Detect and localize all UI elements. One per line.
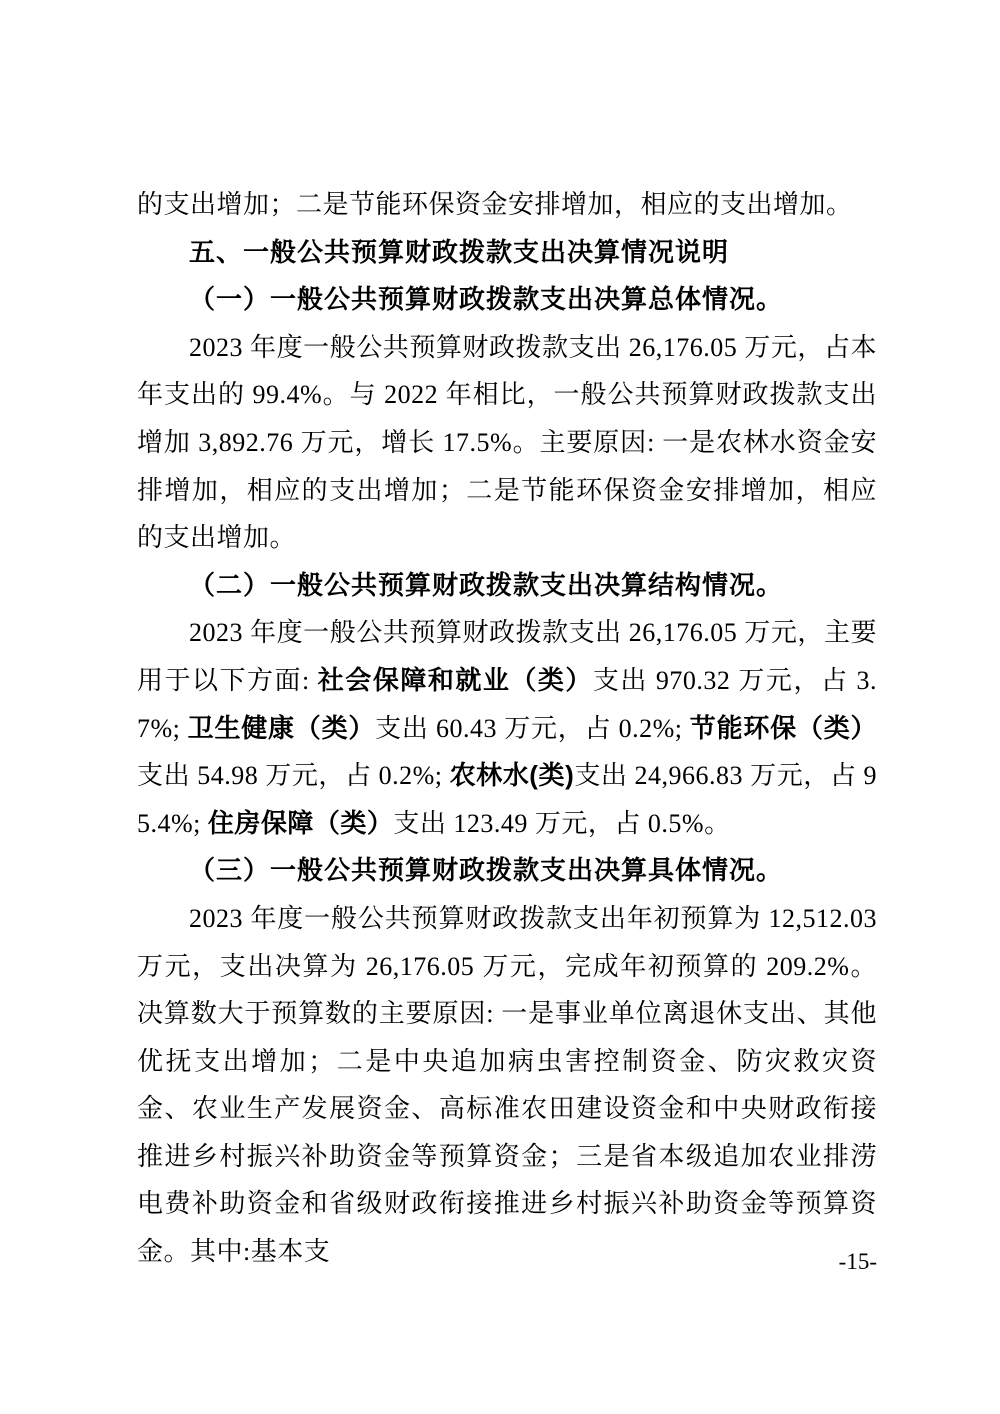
heading-subsection-three — [137, 847, 877, 895]
paragraph-carryover — [137, 181, 877, 229]
paragraph-overall-situation — [137, 324, 877, 562]
body-text-run: 支出 54.98 万元，占 0.2%; — [137, 761, 450, 791]
body-text-run: 支出 60.43 万元，占 0.2%; — [375, 713, 690, 743]
emphasis-text-run: （二）一般公共预算财政拨款支出决算结构情况。 — [189, 569, 784, 600]
body-text-run: 支出 123.49 万元，占 0.5%。 — [393, 808, 731, 838]
page-footer — [137, 1246, 877, 1278]
body-text-run: 2023 年度一般公共预算财政拨款支出年初预算为 12,512.03 万元，支出决算为 26,176.05 万元，完成年初预算的 209.2%。决算数大于预算数的主要原因: 一是事业单位离退休支出、其他优抚支出增加；二是中央追加病虫害控制资金、防灾救灾资金、农业生产发展资金、高标准农田建设资金和中央财政衔接推进乡村振兴补助资金等预算资金；三是省本级追加农业排涝电费补助资金和省级财政衔接推进乡村振兴补助资金等预算资金。其中:基本支 — [137, 903, 877, 1267]
body-text-run: 2023 年度一般公共预算财政拨款支出 26,176.05 万元，主要用于以下方面: — [137, 618, 877, 695]
emphasis-text-run: 五、一般公共预算财政拨款支出决算情况说明 — [189, 236, 730, 267]
heading-subsection-one — [137, 276, 877, 324]
emphasis-text-run: 农林水(类) — [449, 760, 575, 791]
page-number: -15- — [838, 1249, 877, 1274]
body-text-run: 2023 年度一般公共预算财政拨款支出 26,176.05 万元，占本年支出的 99.4%。与 2022 年相比，一般公共预算财政拨款支出增加 3,892.76 万元，增长 17.5%。主要原因: 一是农林水资金安排增加，相应的支出增加；二是节能环保资金安排增加，相应的支出增加。 — [137, 332, 877, 553]
emphasis-text-run: 住房保障（类） — [207, 807, 394, 838]
document-body — [137, 181, 877, 1276]
paragraph-specific-situation — [137, 895, 877, 1276]
body-text-run: 支出 24,966.83 万元，占 95.4%; — [137, 761, 877, 838]
heading-section-five — [137, 229, 877, 277]
body-text-run: 的支出增加；二是节能环保资金安排增加，相应的支出增加。 — [137, 190, 853, 219]
emphasis-text-run: （一）一般公共预算财政拨款支出决算总体情况。 — [189, 284, 784, 315]
emphasis-text-run: 卫生健康（类） — [187, 712, 376, 743]
heading-subsection-two — [137, 562, 877, 610]
body-text-run: 支出 970.32 万元，占 3.7%; — [137, 665, 877, 743]
emphasis-text-run: （三）一般公共预算财政拨款支出决算具体情况。 — [189, 855, 784, 886]
emphasis-text-run: 社会保障和就业（类） — [317, 664, 593, 695]
paragraph-structure-situation — [137, 609, 877, 847]
emphasis-text-run: 节能环保（类） — [689, 712, 877, 743]
